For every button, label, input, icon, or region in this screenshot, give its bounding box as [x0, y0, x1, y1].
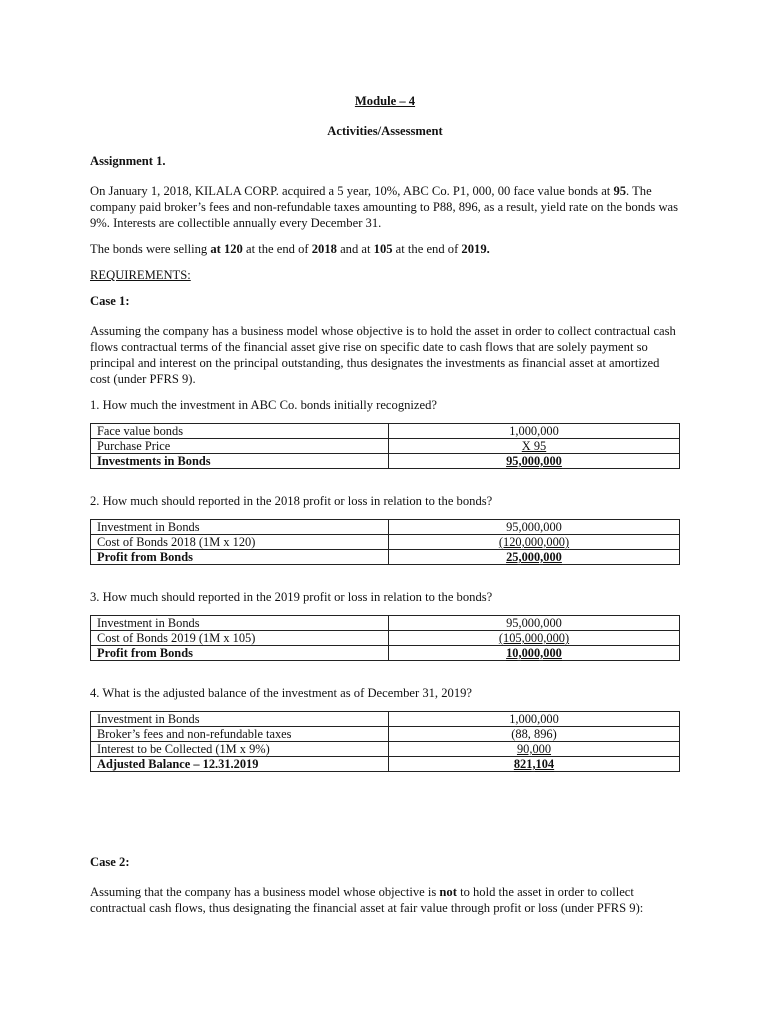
- row-value-text: (105,000,000): [498, 631, 570, 645]
- table-row-total: [91, 757, 680, 772]
- row-label: Investment in Bonds: [91, 520, 389, 535]
- row-value: [389, 439, 680, 454]
- row-value-text: 90,000: [516, 742, 552, 756]
- table-row: [91, 439, 680, 454]
- selling-price-2018: at 120: [210, 242, 243, 256]
- row-value: 95,000,000: [389, 520, 680, 535]
- case2-description: [90, 884, 680, 916]
- requirements-heading: REQUIREMENTS:: [90, 268, 191, 282]
- intro-text: On January 1, 2018, KILALA CORP. acquired a 5 year, 10%, ABC Co. P1, 000, 00 face value bonds at: [90, 184, 614, 198]
- document-page: [90, 93, 680, 926]
- question-4: 4. What is the adjusted balance of the investment as of December 31, 2019?: [90, 686, 473, 700]
- row-value: (88, 896): [389, 727, 680, 742]
- question-3: 3. How much should reported in the 2019 profit or loss in relation to the bonds?: [90, 590, 493, 604]
- row-label: Broker’s fees and non-refundable taxes: [91, 727, 389, 742]
- intro-price: 95: [613, 184, 627, 198]
- selling-text: at the end of: [242, 242, 312, 256]
- row-value: [389, 757, 680, 772]
- table-row: [91, 727, 680, 742]
- row-value-text: X 95: [521, 439, 547, 453]
- table-row: [91, 520, 680, 535]
- row-value: [389, 742, 680, 757]
- row-label: Face value bonds: [91, 424, 389, 439]
- table-q1: [90, 423, 680, 469]
- question-1: 1. How much the investment in ABC Co. bonds initially recognized?: [90, 398, 437, 412]
- case2-title: Case 2:: [90, 855, 130, 869]
- case1-description: Assuming the company has a business model whose objective is to hold the asset in order to collect contractual cash flows contractual terms of the financial asset give rise on specific date to cash flows that are solely payment so principal and interest on the principal outstanding, thus designates the investments as financial asset at amortized cost (under PFRS 9).: [90, 324, 676, 386]
- table-row: [91, 631, 680, 646]
- selling-text: and at: [336, 242, 374, 256]
- row-label: Investments in Bonds: [91, 454, 389, 469]
- table-q2: [90, 519, 680, 565]
- row-value: 1,000,000: [389, 424, 680, 439]
- row-label: Cost of Bonds 2019 (1M x 105): [91, 631, 389, 646]
- row-label: Cost of Bonds 2018 (1M x 120): [91, 535, 389, 550]
- selling-price-2019: 105: [373, 242, 393, 256]
- table-row: [91, 424, 680, 439]
- table-q4: [90, 711, 680, 772]
- intro-text-rest: . The company paid broker’s fees and non-refundable taxes amounting to P88, 896, as a result, yield rate on the bonds was 9%. Interests are collectible annually every December 31.: [90, 184, 679, 230]
- row-value-text: 10,000,000: [506, 646, 562, 660]
- assignment-intro: [90, 183, 680, 231]
- question-2: 2. How much should reported in the 2018 profit or loss in relation to the bonds?: [90, 494, 493, 508]
- row-value: [389, 631, 680, 646]
- table-q3: [90, 615, 680, 661]
- table-row-total: [91, 646, 680, 661]
- row-value: [389, 454, 680, 469]
- row-label: Profit from Bonds: [91, 550, 389, 565]
- year-2019: 2019.: [461, 242, 490, 256]
- row-value-text: 821,104: [513, 757, 555, 771]
- table-row-total: [91, 550, 680, 565]
- row-label: Investment in Bonds: [91, 616, 389, 631]
- row-label: Profit from Bonds: [91, 646, 389, 661]
- row-label: Interest to be Collected (1M x 9%): [91, 742, 389, 757]
- spacer: [90, 796, 680, 854]
- selling-text: The bonds were selling: [90, 242, 211, 256]
- case2-emphasis: not: [439, 885, 457, 899]
- case2-text: Assuming that the company has a business model whose objective is: [90, 885, 440, 899]
- row-value-text: 25,000,000: [506, 550, 562, 564]
- table-row: [91, 535, 680, 550]
- selling-price-note: [90, 241, 680, 257]
- row-value: [389, 535, 680, 550]
- selling-text: at the end of: [392, 242, 462, 256]
- table-row-total: [91, 454, 680, 469]
- table-row: [91, 712, 680, 727]
- row-label: Investment in Bonds: [91, 712, 389, 727]
- row-value: [389, 646, 680, 661]
- activities-title: Activities/Assessment: [327, 124, 443, 138]
- case2-text-rest: to hold the asset in order to collect contractual cash flows, thus designating the financial asset at fair value through profit or loss (under PFRS 9):: [90, 885, 644, 915]
- assignment-title: Assignment 1.: [90, 154, 166, 168]
- module-title: Module – 4: [354, 94, 416, 108]
- year-2018: 2018: [311, 242, 337, 256]
- row-value-text: (120,000,000): [498, 535, 570, 549]
- row-value: 95,000,000: [389, 616, 680, 631]
- case1-title: Case 1:: [90, 294, 130, 308]
- row-value: [389, 550, 680, 565]
- table-row: [91, 616, 680, 631]
- row-value-text: 95,000,000: [506, 454, 562, 468]
- row-label: Purchase Price: [91, 439, 389, 454]
- row-value: 1,000,000: [389, 712, 680, 727]
- table-row: [91, 742, 680, 757]
- row-label: Adjusted Balance – 12.31.2019: [91, 757, 389, 772]
